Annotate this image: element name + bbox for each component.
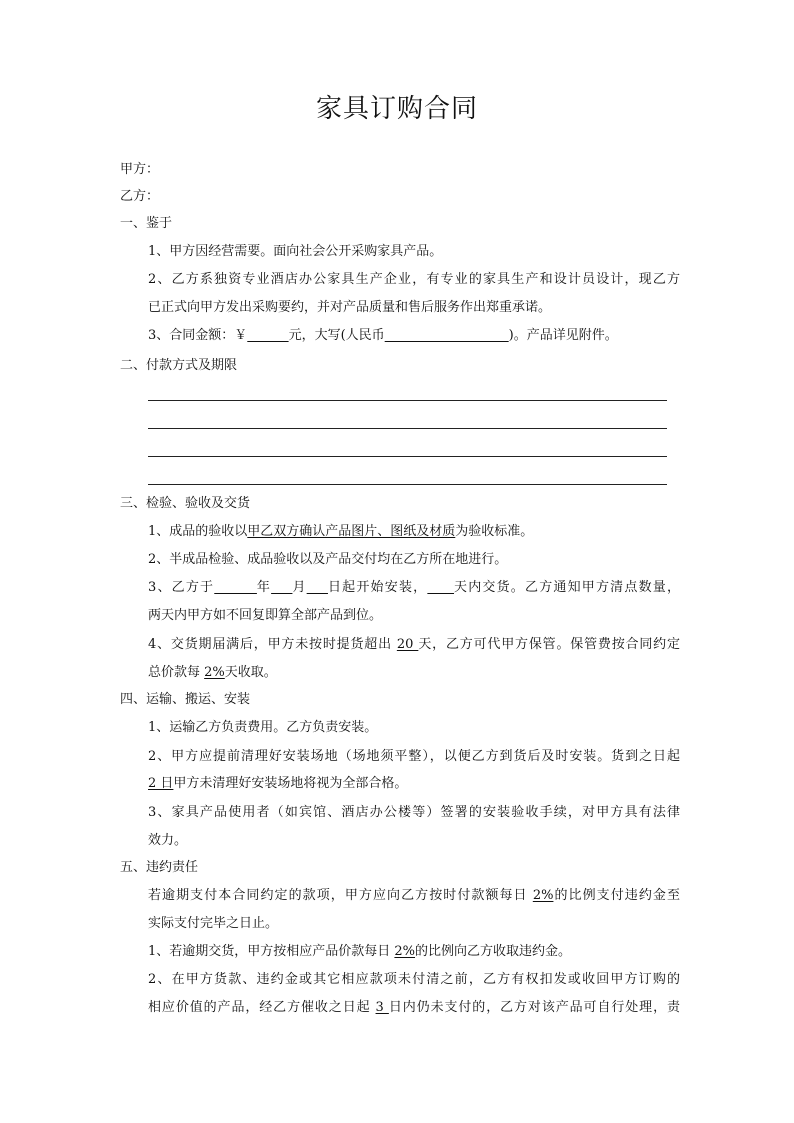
underlined-field: 2 日 bbox=[148, 776, 174, 791]
text-segment: 2、在甲方货款、违约金或其它相应款项未付清之前，乙方有权扣发或收回甲方订购的 bbox=[148, 972, 680, 987]
text-segment: 天内交货。乙方通知甲方清点数量， bbox=[454, 580, 680, 595]
underlined-field bbox=[271, 580, 292, 595]
text-line bbox=[148, 551, 507, 569]
blank-line-payment-4 bbox=[148, 484, 667, 485]
text-line bbox=[120, 495, 250, 513]
text-line bbox=[148, 327, 618, 345]
underlined-field: 20 bbox=[396, 637, 419, 652]
underlined-field: 3 bbox=[375, 1000, 389, 1015]
text-segment: 四、运输、搬运、安装 bbox=[120, 692, 251, 707]
text-segment: 三、检验、验收及交货 bbox=[120, 496, 251, 511]
text-line bbox=[148, 999, 680, 1017]
text-line bbox=[148, 915, 278, 933]
text-line bbox=[120, 859, 198, 877]
text-line bbox=[148, 607, 382, 625]
text-segment: 已正式向甲方发出采购要约，并对产品质量和售后服务作出郑重承诺。 bbox=[148, 300, 552, 315]
text-segment: 为验收标准。 bbox=[455, 524, 534, 539]
text-line bbox=[148, 719, 377, 737]
text-segment: 一、鉴于 bbox=[120, 216, 173, 231]
underlined-field bbox=[307, 580, 328, 595]
text-segment: 相应价值的产品，经乙方催收之日起 bbox=[148, 1000, 376, 1015]
text-segment: 甲方： bbox=[120, 162, 160, 177]
blank-line-payment-3 bbox=[148, 456, 667, 457]
text-line bbox=[148, 579, 680, 597]
text-segment: 2、半成品检验、成品验收以及产品交付均在乙方所在地进行。 bbox=[148, 552, 508, 567]
text-line bbox=[120, 691, 250, 709]
underlined-field: 甲乙双方确认产品图片、图纸及材质 bbox=[247, 524, 456, 539]
text-segment: 年 bbox=[256, 580, 272, 595]
text-line bbox=[148, 748, 680, 766]
text-segment: 2、甲方应提前清理好安装场地（场地须平整），以便乙方到货后及时安装。货到之日起 bbox=[148, 749, 680, 764]
text-segment: 甲方未清理好安装场地将视为全部合格。 bbox=[173, 776, 408, 791]
text-segment: 实际支付完毕之日止。 bbox=[148, 916, 279, 931]
text-segment: 二、付款方式及期限 bbox=[120, 358, 238, 373]
text-segment: 日内仍未支付的，乙方对该产品可自行处理，责 bbox=[388, 1000, 680, 1015]
text-line bbox=[120, 215, 172, 233]
text-line bbox=[148, 804, 680, 822]
document-title: 家具订购合同 bbox=[315, 94, 478, 124]
text-line bbox=[120, 188, 159, 206]
blank-line-payment-2 bbox=[148, 428, 667, 429]
text-line bbox=[148, 636, 680, 654]
text-segment: 的比例向乙方收取违约金。 bbox=[415, 944, 572, 959]
text-segment: 若逾期支付本合同约定的款项，甲方应向乙方按时付款额每日 bbox=[148, 888, 533, 903]
text-segment: 五、违约责任 bbox=[120, 860, 199, 875]
text-segment: 总价款每 bbox=[148, 665, 205, 680]
text-segment: 1、运输乙方负责费用。乙方负责安装。 bbox=[148, 720, 378, 735]
text-segment: 1、成品的验收以 bbox=[148, 524, 248, 539]
text-segment: 2、乙方系独资专业酒店办公家具生产企业，有专业的家具生产和设计员设计，现乙方 bbox=[148, 272, 680, 287]
text-segment: 3、乙方于 bbox=[148, 580, 215, 595]
text-segment: 3、家具产品使用者（如宾馆、酒店办公楼等）签署的安装验收手续，对甲方具有法律 bbox=[148, 805, 680, 820]
text-segment: 两天内甲方如不回复即算全部产品到位。 bbox=[148, 608, 383, 623]
text-segment: 天收取。 bbox=[224, 665, 277, 680]
text-segment: 天，乙方可代甲方保管。保管费按合同约定 bbox=[418, 637, 680, 652]
text-segment: 1、若逾期交货，甲方按相应产品价款每日 bbox=[148, 944, 395, 959]
text-line bbox=[148, 299, 551, 317]
text-line bbox=[148, 775, 407, 793]
text-segment: 1、甲方因经营需要。面向社会公开采购家具产品。 bbox=[148, 244, 443, 259]
text-segment: 4、交货期届满后，甲方未按时提货超出 bbox=[148, 637, 397, 652]
underlined-field: 2% bbox=[204, 665, 225, 680]
text-segment: 元，大写(人民币 bbox=[288, 328, 385, 343]
text-line bbox=[148, 832, 187, 850]
text-line bbox=[120, 161, 159, 179]
underlined-field: 2% bbox=[532, 888, 554, 903]
text-segment: )。产品详见附件。 bbox=[508, 328, 618, 343]
text-segment: 效力。 bbox=[148, 833, 188, 848]
underlined-field bbox=[247, 328, 288, 343]
underlined-field bbox=[427, 580, 454, 595]
text-line bbox=[120, 357, 237, 375]
underlined-field bbox=[214, 580, 257, 595]
text-segment: 3、合同金额：￥ bbox=[148, 328, 248, 343]
underlined-field bbox=[385, 328, 509, 343]
text-segment: 的比例支付违约金至 bbox=[553, 888, 680, 903]
text-segment: 月 bbox=[292, 580, 307, 595]
text-line bbox=[148, 887, 680, 905]
text-line bbox=[148, 523, 533, 541]
text-line bbox=[148, 271, 680, 289]
text-line bbox=[148, 243, 442, 261]
text-line bbox=[148, 971, 680, 989]
text-line bbox=[148, 943, 571, 961]
blank-line-payment-1 bbox=[148, 400, 667, 401]
text-segment: 乙方： bbox=[120, 189, 160, 204]
text-segment: 日起开始安装， bbox=[327, 580, 428, 595]
underlined-field: 2% bbox=[394, 944, 416, 959]
text-line bbox=[148, 664, 277, 682]
